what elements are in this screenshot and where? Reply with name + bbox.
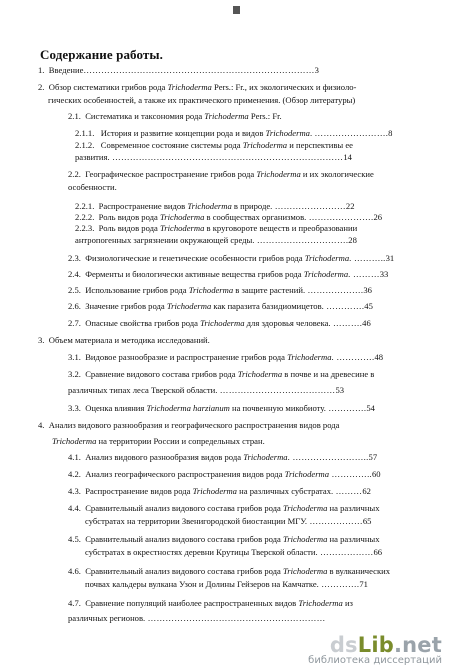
toc-entry: 2. Обзор систематики грибов рода Trichoderma Pers.: Fr., их экологических и физиоло- [38, 82, 357, 92]
toc-entry: 2.2. Географическое распространение грибов рода Trichoderma и их экологические [68, 169, 374, 179]
toc-entry-continuation: субстратах в окрестностях деревни Крутицы Тверской области. ………………66 [85, 547, 383, 557]
toc-entry: 4. Анализ видового разнообразия и географического распространения видов рода [38, 420, 340, 430]
dslib-logo: dsLib.net [329, 633, 442, 657]
toc-entry-continuation: Trichoderma на территории России и сопредельных стран. [52, 436, 265, 446]
toc-entry: 4.4. Сравнительный анализ видового состава грибов рода Trichoderma на различных [68, 503, 380, 513]
toc-entry: 2.1. Систематика и таксономия рода Trichoderma Pers.: Fr. [68, 111, 282, 121]
toc-entry: 2.7. Опасные свойства грибов рода Trichoderma для здоровья человека. ……….46 [68, 318, 371, 328]
toc-entry: 4.1. Анализ видового разнообразия видов рода Trichoderma. ……………………..57 [68, 452, 378, 462]
toc-entry-continuation: различных регионов. …………………………………………………… [68, 613, 326, 623]
toc-entry: 2.5. Использование грибов рода Trichoderma в защите растений. ……………….36 [68, 285, 372, 295]
toc-entry: 3.3. Оценка влияния Trichoderma harzianum на почвенную микобиоту. ………….54 [68, 403, 375, 413]
toc-entry-continuation: особенности. [68, 182, 117, 192]
toc-entry: 2.4. Ферменты и биологически активные вещества грибов рода Trichoderma. ………33 [68, 269, 389, 279]
toc-entry: 2.2.3. Роль видов рода Trichoderma в круговороте веществ и преобразовании [75, 223, 358, 233]
toc-entry-continuation: субстратах на территории Звенигородской биостанции МГУ. ………………65 [85, 516, 372, 526]
toc-entry: 4.2. Анализ географического распространения видов рода Trichoderma …………..60 [68, 469, 381, 479]
toc-entry: 4.3. Распространение видов рода Trichoderma на различных субстратах. ………62 [68, 486, 371, 496]
toc-entry: 4.7. Сравнение популяций наиболее распространенных видов Trichoderma из [68, 598, 353, 608]
header-mark [233, 6, 240, 14]
toc-entry: 2.2.1. Распространение видов Trichoderma в природе. ……………………22 [75, 201, 355, 211]
toc-entry-continuation: гических особенностей, а также их практического применения. (Обзор литературы) [48, 95, 356, 105]
watermark-subtitle: библиотека диссертаций [308, 655, 442, 666]
toc-entry: 3.2. Сравнение видового состава грибов рода Trichoderma в почве и на древесине в [68, 369, 375, 379]
page-title: Содержание работы. [40, 47, 163, 62]
toc-entry: 4.5. Сравнительный анализ видового состава грибов рода Trichoderma на различных [68, 534, 380, 544]
toc-entry: 3.1. Видовое разнообразие и распространение грибов рода Trichoderma. ………….48 [68, 352, 384, 362]
watermark [308, 633, 442, 666]
toc-entry: 2.2.2. Роль видов рода Trichoderma в сообществах организмов. ………………….26 [75, 212, 383, 222]
toc-entry: 2.1.1. История и развитие концепции рода и видов Trichoderma. …………………….8 [75, 128, 393, 138]
toc-entry-continuation: различных типах леса Тверской области. …………………………………53 [68, 385, 345, 395]
toc-entry-continuation: почвах кальдеры вулкана Узон и Долины Гейзеров на Камчатке. ………….71 [85, 579, 368, 589]
toc-entry: 1. Введение……………………………………………………………………3 [38, 65, 319, 75]
toc-entry: 3. Объем материала и методика исследований. [38, 335, 210, 345]
toc-entry: 2.6. Значение грибов рода Trichoderma как паразита базидиомицетов. ………….45 [68, 301, 373, 311]
toc-entry: 2.3. Физиологические и генетические особенности грибов рода Trichoderma. ………..31 [68, 253, 395, 263]
toc-entry: 2.1.2. Современное состояние системы рода Trichoderma и перспективы ее [75, 140, 353, 150]
toc-entry-continuation: антропогенных загрязнении окружающей среды. ………………………….28 [75, 235, 357, 245]
toc-entry-continuation: развития. ……………………………………………………………………14 [75, 152, 352, 162]
toc-entry: 4.6. Сравнительный анализ видового состава грибов рода Trichoderma в вулканических [68, 566, 391, 576]
